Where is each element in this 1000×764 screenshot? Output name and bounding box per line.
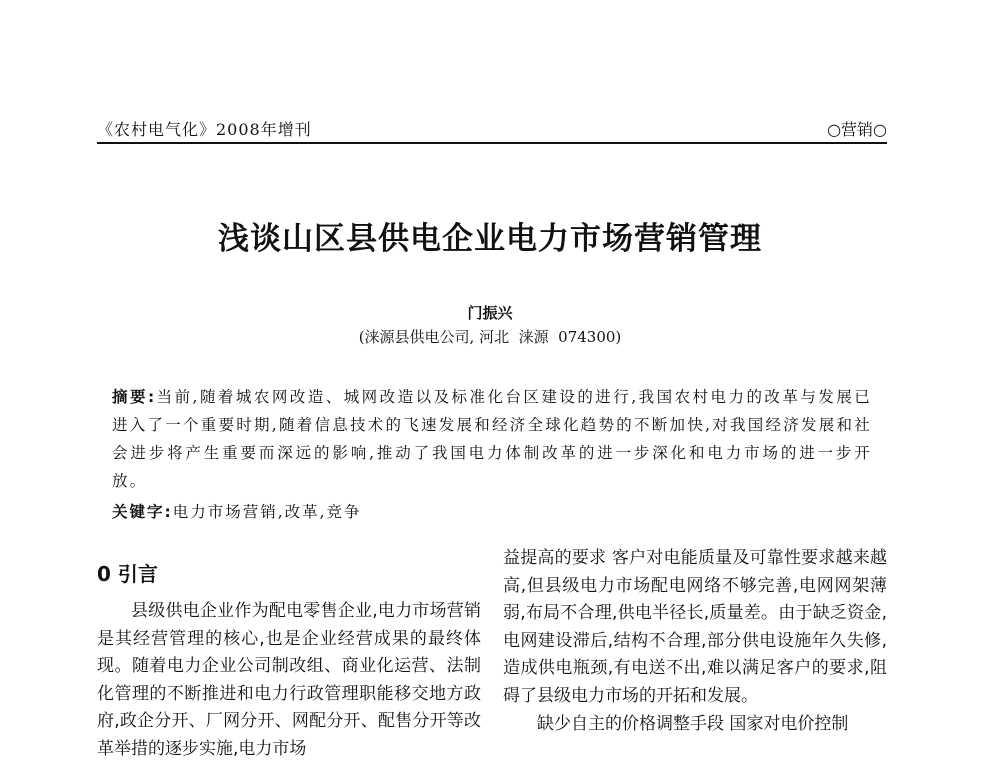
abstract-block (112, 383, 872, 495)
abstract-label: 摘要: (112, 388, 157, 406)
body-paragraph: 益提高的要求 客户对电能质量及可靠性要求越来越高,但县级电力市场配电网络不够完善,电网网架薄弱,布局不合理,供电半径长,质量差。由于缺乏资金,电网建设滞后,结构不合理,部分供电设施年久失修,造成供电瓶颈,有电送不出,难以满足客户的要求,阻碍了县级电力市场的开拓和发展。 (503, 548, 887, 706)
article-title: 浅谈山区县供电企业电力市场营销管理 (218, 221, 762, 257)
keywords-block (112, 498, 872, 526)
author-affiliation: (涞源县供电公司, 河北 涞源 074300) (358, 328, 622, 346)
keywords-text: 电力市场营销,改革,竞争 (172, 503, 362, 521)
body-paragraph: 缺少自主的价格调整手段 国家对电价控制 (537, 713, 849, 734)
left-column (97, 543, 481, 764)
running-head-journal: 《农村电气化》2008年增刊 (97, 120, 312, 139)
abstract-text: 当前,随着城农网改造、城网改造以及标准化台区建设的进行,我国农村电力的改革与发展已进入了一个重要时期,随着信息技术的飞速发展和经济全球化趋势的不断加快,对我国经济发展和社会进步将产生重要而深远的影响,推动了我国电力体制改革的进一步深化和电力市场的进一步开放。 (112, 388, 872, 490)
body-paragraph: 县级供电企业作为配电零售企业,电力市场营销是其经营管理的核心,也是企业经营成果的最终体现。随着电力企业公司制改组、商业化运营、法制化管理的不断推进和电力行政管理职能移交地方政府,政企分开、厂网分开、网配分开、配售分开等改革举措的逐步实施,电力市场 (97, 601, 481, 759)
header-rule-divider (97, 142, 887, 144)
section-heading-introduction: 0 引言 (97, 562, 158, 586)
right-column (503, 545, 887, 738)
running-head-section: ○营销○ (827, 120, 887, 139)
keywords-label: 关键字: (112, 503, 173, 521)
author-name: 门振兴 (467, 304, 513, 322)
